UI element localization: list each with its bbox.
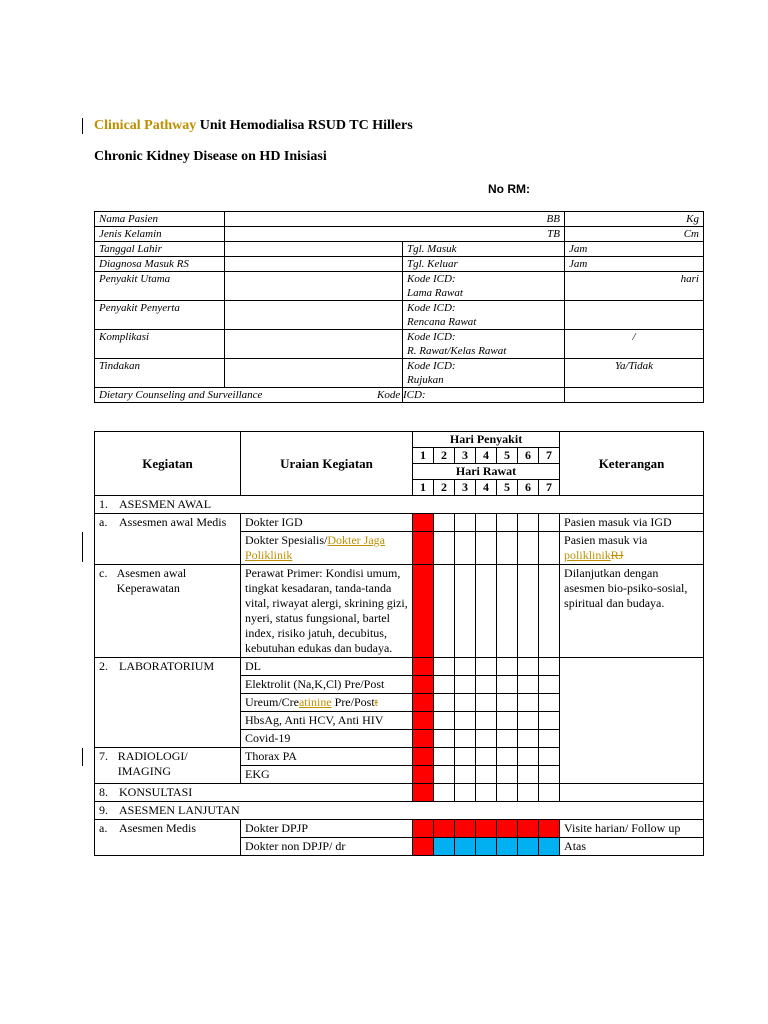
- section-laboratorium: 2. LABORATORIUM: [95, 658, 241, 748]
- marker-red: [413, 748, 434, 766]
- rujukan-label: Rujukan: [407, 374, 444, 386]
- no-rm-label: No RM:: [488, 182, 530, 196]
- ya-tidak-label: Ya/Tidak: [565, 359, 704, 388]
- uraian-cell: Ureum/Creatinine Pre/Postt: [241, 694, 413, 712]
- marker-red: [539, 820, 560, 838]
- revision-bar: [82, 118, 83, 134]
- uraian-cell: Covid-19: [241, 730, 413, 748]
- keterangan-cell: Dilanjutkan dengan asesmen bio-psiko-sosial, spiritual dan budaya.: [560, 565, 704, 658]
- tracked-insert: atinine: [298, 695, 332, 709]
- penyakit-utama-label: Penyakit Utama: [95, 272, 225, 301]
- uraian-cell: Thorax PA: [241, 748, 413, 766]
- uraian-cell: HbsAg, Anti HCV, Anti HIV: [241, 712, 413, 730]
- kode-icd-label: Kode ICD:: [407, 273, 456, 285]
- revision-bar: [82, 532, 83, 562]
- marker-blue: [455, 838, 476, 856]
- day-number: 3: [455, 448, 476, 464]
- asesmen-awal-keperawatan: c. Asesmen awal Keperawatan: [95, 565, 241, 658]
- marker-red: [413, 514, 434, 532]
- dietary-label: Dietary Counseling and Surveillance: [95, 388, 403, 403]
- day-number: 5: [497, 448, 518, 464]
- kg-label: Kg: [565, 212, 704, 227]
- tindakan-label: Tindakan: [95, 359, 225, 388]
- marker-blue: [434, 838, 455, 856]
- day-number: 6: [518, 480, 539, 496]
- marker-red: [413, 658, 434, 676]
- day-number: 7: [539, 448, 560, 464]
- diagnosa-masuk-label: Diagnosa Masuk RS: [95, 257, 225, 272]
- keterangan-cell: Visite harian/ Follow up: [560, 820, 704, 838]
- marker-red: [413, 838, 434, 856]
- kode-icd-ruang-rawat: [403, 330, 565, 359]
- tracked-insert: Dokter Jaga Poliklinik: [245, 533, 385, 562]
- day-number: 3: [455, 480, 476, 496]
- kode-icd-label: Kode ICD:: [403, 388, 565, 403]
- marker-red: [413, 766, 434, 784]
- marker-red: [476, 820, 497, 838]
- tracked-insert: poliklinik: [564, 548, 611, 562]
- day-number: 7: [539, 480, 560, 496]
- marker-red: [413, 532, 434, 565]
- uraian-cell: Dokter Spesialis/Dokter Jaga Poliklinik: [241, 532, 413, 565]
- title-accent: Clinical Pathway: [94, 118, 197, 133]
- section-konsultasi: 8. KONSULTASI: [95, 784, 413, 802]
- asesmen-awal-medis: a. Assesmen awal Medis: [95, 514, 241, 565]
- jenis-kelamin-label: Jenis Kelamin: [95, 227, 225, 242]
- marker-blue: [476, 838, 497, 856]
- komplikasi-label: Komplikasi: [95, 330, 225, 359]
- kegiatan-header: Kegiatan: [95, 432, 241, 496]
- section-radiologi: 7. RADIOLOGI/ IMAGING: [95, 748, 241, 784]
- hari-rawat-header: Hari Rawat: [413, 464, 560, 480]
- uraian-cell: EKG: [241, 766, 413, 784]
- marker-red: [413, 676, 434, 694]
- kode-icd-label: Kode ICD:: [407, 302, 456, 314]
- title-rest: Unit Hemodialisa RSUD TC Hillers: [196, 118, 413, 133]
- marker-blue: [539, 838, 560, 856]
- keterangan-cell: Atas: [560, 838, 704, 856]
- section-asesmen-lanjutan: 9. ASESMEN LANJUTAN: [95, 802, 704, 820]
- activity-table: [94, 431, 704, 856]
- penyakit-penyerta-label: Penyakit Penyerta: [95, 301, 225, 330]
- marker-blue: [497, 838, 518, 856]
- uraian-header: Uraian Kegiatan: [241, 432, 413, 496]
- kode-icd-label: Kode ICD:: [407, 360, 456, 372]
- kelas-slash: /: [565, 330, 704, 359]
- marker-red: [434, 820, 455, 838]
- rencana-rawat-label: Rencana Rawat: [407, 316, 477, 328]
- page-subtitle: Chronic Kidney Disease on HD Inisiasi: [94, 149, 327, 164]
- marker-red: [413, 730, 434, 748]
- jam-label: Jam: [565, 242, 704, 257]
- tracked-delete: RJ: [610, 548, 624, 562]
- keterangan-cell: Pasien masuk via poliklinikRJ: [560, 532, 704, 565]
- day-number: 2: [434, 448, 455, 464]
- keterangan-cell: [560, 658, 704, 784]
- kode-icd-rencana-rawat: [403, 301, 565, 330]
- marker-red: [413, 820, 434, 838]
- day-number: 4: [476, 448, 497, 464]
- revision-bar: [82, 748, 83, 766]
- day-number: 1: [413, 480, 434, 496]
- cm-label: Cm: [565, 227, 704, 242]
- keterangan-header: Keterangan: [560, 432, 704, 496]
- hari-label: hari: [565, 272, 704, 301]
- kode-icd-lama-rawat: [403, 272, 565, 301]
- jam-label: Jam: [565, 257, 704, 272]
- marker-red: [413, 712, 434, 730]
- marker-red: [413, 694, 434, 712]
- bb-label: BB: [403, 212, 565, 227]
- day-number: 5: [497, 480, 518, 496]
- marker-red: [518, 820, 539, 838]
- marker-red: [497, 820, 518, 838]
- tanggal-lahir-label: Tanggal Lahir: [95, 242, 225, 257]
- day-number: 1: [413, 448, 434, 464]
- tgl-keluar-label: Tgl. Keluar: [403, 257, 565, 272]
- day-number: 4: [476, 480, 497, 496]
- uraian-cell: Perawat Primer: Kondisi umum, tingkat kesadaran, tanda-tanda vital, riwayat alergi, skrining gizi, nyeri, status fungsional, bartel index, risiko jatuh, decubitus, kebutuhan edukas dan budaya.: [241, 565, 413, 658]
- kode-icd-label: Kode ICD:: [407, 331, 456, 343]
- uraian-cell: Dokter non DPJP/ dr: [241, 838, 413, 856]
- asesmen-medis: a. Asesmen Medis: [95, 820, 241, 856]
- marker-red: [455, 820, 476, 838]
- nama-pasien-label: Nama Pasien: [95, 212, 225, 227]
- patient-info-table: [94, 211, 704, 403]
- uraian-cell: Dokter IGD: [241, 514, 413, 532]
- ruang-rawat-label: R. Rawat/Kelas Rawat: [407, 345, 507, 357]
- day-number: 2: [434, 480, 455, 496]
- day-number: 6: [518, 448, 539, 464]
- section-asesmen-awal: 1. ASESMEN AWAL: [95, 496, 704, 514]
- uraian-cell: Elektrolit (Na,K,Cl) Pre/Post: [241, 676, 413, 694]
- uraian-cell: Dokter DPJP: [241, 820, 413, 838]
- lama-rawat-label: Lama Rawat: [407, 287, 463, 299]
- page-title: [94, 118, 413, 134]
- hari-penyakit-header: Hari Penyakit: [413, 432, 560, 448]
- keterangan-cell: Pasien masuk via IGD: [560, 514, 704, 532]
- tgl-masuk-label: Tgl. Masuk: [403, 242, 565, 257]
- marker-blue: [518, 838, 539, 856]
- kode-icd-rujukan: [403, 359, 565, 388]
- tracked-delete: t: [374, 695, 378, 709]
- marker-red: [413, 565, 434, 658]
- uraian-cell: DL: [241, 658, 413, 676]
- tb-label: TB: [403, 227, 565, 242]
- marker-red: [413, 784, 434, 802]
